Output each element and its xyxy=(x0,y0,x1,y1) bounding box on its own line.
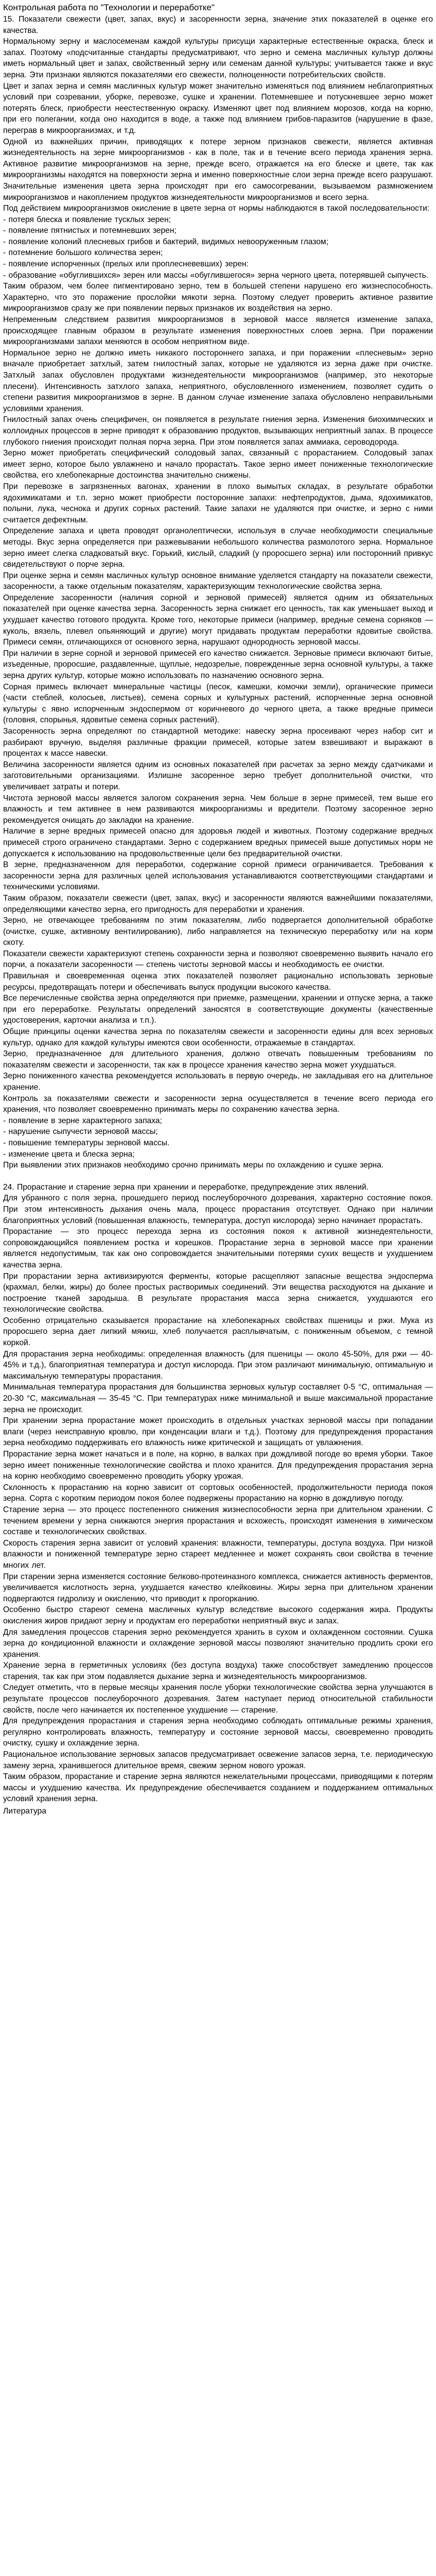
section-gap xyxy=(3,1171,433,1182)
list-item: - появление испорченных (прелых или проплесневевших) зерен: xyxy=(3,260,249,269)
paragraph: Сорная примесь включает минеральные частицы (песок, камешки, комочки земли), органические примеси (части стеблей, колосьев, листьев), семена сорных и культурных растений, испорченные зерна основной культуры с явно испорченным эндоспермом от коричневого до черного цвета, а также вредные примеси (головня, спорынья, ядовитые семена сорных растений). xyxy=(3,682,433,725)
paragraph: Следует отметить, что в первые месяцы хранения после уборки технологические свойства зерна улучшаются в результате процессов послеуборочного дозревания. Затем наступает период относительной стабильности свойств, после чего начинается их постепенное ухудшение — старение. xyxy=(3,1683,433,1715)
paragraph: Наличие в зерне вредных примесей опасно для здоровья людей и животных. Поэтому содержание вредных примесей строго ограничено стандартами. Зерно с содержанием вредных примесей выше допустимых норм не допускается к использованию на продовольственные цели без предварительной очистки. xyxy=(3,827,433,858)
paragraph: При хранении зерна прорастание может происходить в отдельных участках зерновой массы при попадании влаги (через неисправную кровлю, при конденсации влаги и т.д.). Поэтому для предупреждения прорастания зерна необходимо поддерживать его влажность ниже критической и защищать от увлажнения. xyxy=(3,1416,433,1448)
paragraph: Правильная и своевременная оценка этих показателей позволяет рационально использовать зерновые ресурсы, предотвращать потери и обеспечивать выпуск продукции высокого качества. xyxy=(3,972,433,992)
document-title: Контрольная работа по "Технологии и переработке" xyxy=(3,3,215,12)
list-item: Контроль за показателями свежести и засоренности зерна осуществляется в течение всего периода его хранения, что позволяет своевременно принимать меры по сохранению качества зерна. xyxy=(3,1094,433,1114)
paragraph: Зерно пониженного качества рекомендуется использовать в первую очередь, не закладывая его на длительное хранение. xyxy=(3,1072,433,1092)
paragraph: Таким образом, чем более пигментировано зерно, тем в большей степени нарушено его жизнеспособность. Характерно, что это поражение прослойки мякоти зерна. Поэтому следует проверить активное развитие микроорганизмов сразу же при появлении первых признаков их воздействия на зерно. xyxy=(3,282,433,313)
section-freshness xyxy=(3,14,433,1171)
paragraph: Минимальная температура прорастания для большинства зерновых культур составляет 0-5 °С, оптимальная — 20-30 °С, максимальная — 35-45 °С. При температурах ниже минимальной и выше максимальной прорастание зерна не происходит. xyxy=(3,1383,433,1414)
paragraph: Непременным следствием развития микроорганизмов в зерновой массе является изменение запаха, происходящее главным образом в результате изменения поверхностных слоев зерна. При поражении микроорганизмами запахи меняются в особом неприятном виде. xyxy=(3,315,433,347)
paragraph: Склонность к прорастанию на корню зависит от сортовых особенностей, продолжительности периода покоя зерна. Сорта с коротким периодом покоя более подвержены прорастанию на корню в дождливую погоду. xyxy=(3,1483,433,1503)
paragraph: Для прорастания зерна необходимы: определенная влажность (для пшеницы — около 45-50%, для ржи — 40-45% и т.д.), благоприятная температура и доступ кислорода. При этом различают минимальную, оптимальную и максимальную температуры прорастания. xyxy=(3,1349,433,1381)
paragraph: При оценке зерна и семян масличных культур основное внимание уделяется стандарту на показатели свежести, засоренности, а также отдельным показателям, характеризующим технологические свойства зерна. xyxy=(3,571,433,591)
paragraph: В зерне, предназначенном для переработки, содержание сорной примеси ограничивается. Требования к засоренности зерна для различных целей использования устанавливаются соответствующими стандартами и техническими условиями. xyxy=(3,860,433,892)
paragraph: 24. Прорастание и старение зерна при хранении и переработке, предупреждение этих явлений. xyxy=(3,1182,369,1192)
paragraph: При старении зерна изменяется состояние белково-протеиназного комплекса, снижается активность ферментов, увеличивается кислотность зерна, ухудшается качество клейковины. Жиры зерна при длительном хранении подвергаются гидролизу и окислению, что приводит к прогорканию. xyxy=(3,1572,433,1603)
list-item: - образование «обуглившихся» зерен или массы «обуглившегося» зерна черного цвета, потерявшей сыпучесть. xyxy=(3,270,429,280)
paragraph: Особенно быстро стареют семена масличных культур вследствие высокого содержания жира. Продукты окисления жиров придают зерну и продуктам его переработки неприятный вкус и запах. xyxy=(3,1605,433,1625)
paragraph: Для предупреждения прорастания и старения зерна необходимо соблюдать оптимальные режимы хранения, регулярно контролировать влажность, температуру и состояние зерновой массы, своевременно проводить очистку, сушку и охлаждение зерна. xyxy=(3,1717,433,1748)
paragraph: Зерно может приобретать специфический солодовый запах, связанный с прорастанием. Солодовый запах имеет зерно, которое было увлажнено и начало прорастать. Такое зерно имеет пониженные технологические свойства, его хлебопекарные достоинства значительно снижены. xyxy=(3,449,433,480)
paragraph: Общие принципы оценки качества зерна по показателям свежести и засоренности едины для всех зерновых культур, однако для каждой культуры имеются свои особенности, отражаемые в стандартах. xyxy=(3,1027,433,1047)
paragraph: Под действием микроорганизмов окисление в цвете зерна от нормы наблюдаются в такой последовательности: xyxy=(3,204,430,213)
paragraph: Рациональное использование зерновых запасов предусматривает освежение запасов зерна, т.е. периодическую замену зерна, хранившегося длительное время, свежим зерном нового урожая. xyxy=(3,1750,433,1770)
section-germination xyxy=(3,1182,433,1805)
paragraph: Нормальное зерно не должно иметь никакого постороннего запаха, и при поражении «плесневым» зерно вначале приобретает затхлый, затем гнилостный запах, которые не удаляются из зерна даже при очистке. Затхлый запах обусловлен продуктами жизнедеятельности микроорганизмов (например, это некоторые плесени). Интенсивность затхлого запаха, неприятного, обусловленного изменением, позволяет судить о степени развития микроорганизмов в зерне. В данном случае изменение запаха обусловлено неправильными условиями хранения. xyxy=(3,348,433,413)
list-item: - потеря блеска и появление тусклых зерен; xyxy=(3,215,171,224)
list-item: - повышение температуры зерновой массы. xyxy=(3,1138,170,1147)
paragraph: При перевозке в загрязненных вагонах, хранении в плохо вымытых складах, в результате обработки ядохимикатами и т.п. зерно может приобрести посторонние запахи: нефтепродуктов, дыма, ядохимикатов, полыни, лука, чеснока и других сорных растений. Такие запахи не удаляются при очистке, и зерно с ними считается дефектным. xyxy=(3,482,433,524)
paragraph: Засоренность зерна определяют по стандартной методике: навеску зерна просеивают через набор сит и разбирают вручную, выделяя различные фракции примесей, которые затем взвешивают и выражают в процентах к массе навески. xyxy=(3,727,433,758)
paragraph: - изменение цвета и блеска зерна; xyxy=(3,1149,135,1159)
paragraph: При прорастании зерна активизируются ферменты, которые расщепляют запасные вещества эндосперма (крахмал, белки, жиры) до более простых растворимых соединений. Эти вещества расходуются на дыхание и построение тканей зародыша. В результате прорастания масса зерна снижается, ухудшаются его технологические свойства. xyxy=(3,1272,433,1314)
paragraph: Определение засоренности (наличия сорной и зерновой примесей) является одним из обязательных показателей при оценке качества зерна. Засоренность зерна снижает его ценность, так как уменьшает выход и ухудшает качество готового продукта. Кроме того, некоторые примеси (например, вредные семена сорняков — куколь, вязель, плевел опьяняющий и другие) могут придавать продуктам переработки ядовитые свойства. Примеси семян, отличающихся от основного зерна, нарушают однородность зерновой массы. xyxy=(3,593,433,647)
paragraph: При наличии в зерне сорной и зерновой примесей его качество снижается. Зерновые примеси включают битые, изъеденные, проросшие, раздавленные, щуплые, недозрелые, поврежденные зерна основной культуры, а также зерна других культур, которые можно использовать по назначению основного зерна. xyxy=(3,649,433,681)
paragraph: 15. Показатели свежести (цвет, запах, вкус) и засоренности зерна, значение этих показателей в оценке его качества. xyxy=(3,15,433,35)
paragraph: Зерно, не отвечающее требованиям по этим показателям, либо подвергается дополнительной обработке (очистке, сушке, активному вентилированию), либо направляется на техническую переработку или на корм скоту. xyxy=(3,916,433,947)
paragraph: Особенно отрицательно сказывается прорастание на хлебопекарных свойствах пшеницы и ржи. Мука из проросшего зерна дает липкий мякиш, хлеб получается расплывчатым, с пониженным объемом, с темной коркой. xyxy=(3,1316,433,1348)
paragraph: Таким образом, прорастание и старение зерна являются нежелательными процессами, приводящими к потерям массы и ухудшению качества. Их предупреждение обеспечивается созданием и поддержанием оптимальных условий хранения зерна. xyxy=(3,1772,433,1804)
paragraph: Прорастание — это процесс перехода зерна из состояния покоя к активной жизнедеятельности, сопровождающийся появлением ростка и корешков. Прорастание зерна в зерновой массе при хранении является недопустимым, так как оно сопровождается значительными потерями сухих веществ и ухудшением качества зерна. xyxy=(3,1227,433,1269)
paragraph: Показатели свежести характеризуют степень сохранности зерна и позволяют своевременно выявить начало его порчи, а показатели засоренности — степень чистоты зерновой массы и необходимость ее очистки. xyxy=(3,949,433,970)
paragraph: Прорастание зерна может начаться и в поле, на корню, в валках при дождливой погоде во время уборки. Такое зерно имеет пониженные технологические свойства и плохо хранится. Для предупреждения прорастания зерна на корню необходимо своевременно проводить уборку урожая. xyxy=(3,1450,433,1481)
paragraph: Для замедления процессов старения зерно рекомендуется хранить в сухом и охлажденном состоянии. Сушка зерна до кондиционной влажности и охлаждение зерновой массы позволяют значительно продлить сроки его хранения. xyxy=(3,1628,433,1659)
list-item: - появление в зерне характерного запаха; xyxy=(3,1116,162,1125)
paragraph: Хранение зерна в герметичных условиях (без доступа воздуха) также способствует замедлению процессов старения, так как при этом подавляется дыхание зерна и жизнедеятельность микроорганизмов. xyxy=(3,1661,433,1681)
references-heading: Литература xyxy=(3,1807,46,1816)
paragraph: Нормальному зерну и маслосеменам каждой культуры присущи характерные естественные окраска, блеск и запах. Поэтому «подсчитанные стандарты предусматривают, что зерно и семена масличных культур должны иметь нормальный цвет и запах, свойственный зерну или семенам данной культуры; учитывается также и вкус зерна. Эти признаки являются показателями его свежести, полноценности потребительских свойств. xyxy=(3,37,433,79)
paragraph: Старение зерна — это процесс постепенного снижения жизнеспособности зерна при длительном хранении. С течением времени у зерна снижаются энергия прорастания и всхожесть, происходят изменения в химическом составе и технологических свойствах. xyxy=(3,1505,433,1537)
paragraph: При выявлении этих признаков необходимо срочно принимать меры по охлаждению и сушке зерна. xyxy=(3,1161,384,1170)
paragraph: Для убранного с поля зерна, прошедшего период послеуборочного дозревания, характерно состояние покоя. При этом интенсивность дыхания очень мала, процесс прорастания отсутствует. Однако при наличии благоприятных условий (повышенная влажность, температура, доступ кислорода) зерно начинает прорастать. xyxy=(3,1194,433,1225)
paragraph: Гнилостный запах очень специфичен, он появляется в результате гниения зерна. Изменения биохимических и коллоидных процессов в зерне приводят к образованию продуктов, вызывающих неприятный запах. В процессе глубокого гниения происходит полная порча зерна. При этом появляется запах аммиака, сероводорода. xyxy=(3,415,433,447)
paragraph: Чистота зерновой массы является залогом сохранения зерна. Чем больше в зерне примесей, тем выше его влажность и тем активнее в нем развиваются микроорганизмы и вредители. Поэтому засоренное зерно рекомендуется очищать до закладки на хранение. xyxy=(3,793,433,825)
paragraph: Таким образом, показатели свежести (цвет, запах, вкус) и засоренности являются важнейшими показателями, определяющими качество зерна, его пригодность для переработки и хранения. xyxy=(3,893,433,914)
paragraph: Одной из важнейших причин, приводящих к потере зерном признаков свежести, является активная жизнедеятельность на зерне микроорганизмов - как в поле, так и в течение всего периода хранения зерна. Активное развитие микроорганизмов на зерне, прежде всего, отражается на его блеске и цвете, так как микроорганизмы находятся на поверхности зерна и именно поверхностные слои зерна прежде всего разрушают. Значительные изменения цвета зерна происходят при его самосогревании, вызываемом размножением микроорганизмов и накоплением продуктов жизнедеятельности микроорганизмов и всего зерна. xyxy=(3,137,433,202)
paragraph: Величина засоренности является одним из основных показателей при расчетах за зерно между сдатчиками и заготовительными организациями. Излишне засоренное зерно требует дополнительной очистки, что увеличивает затраты и потери. xyxy=(3,760,433,791)
paragraph: Все перечисленные свойства зерна определяются при приемке, размещении, хранении и отпуске зерна, а также при его переработке. Результаты определений заносятся в соответствующие документы (качественные удостоверения, карточки анализа и т.п.). xyxy=(3,994,433,1025)
list-item: - потемнение большого количества зерен; xyxy=(3,248,163,258)
list-item: - появление пятнистых и потемневших зерен; xyxy=(3,226,177,235)
paragraph: Зерно, предназначенное для длительного хранения, должно отвечать повышенным требованиям по показателям свежести и засоренности, так как в процессе хранения качество зерна может ухудшаться. xyxy=(3,1049,433,1070)
list-item: - нарушение сыпучести зерновой массы; xyxy=(3,1127,158,1137)
paragraph: Цвет и запах зерна и семян масличных культур может значительно изменяться под влиянием неблагоприятных условий при созревании, уборке, перевозке, сушке и хранении. Потемневшее и потускневшее зерно может потерять блеск, приобрести неестественную окраску. Изменяют цвет под влиянием морозов, когда на корню, при его полегании, когда оно находится в воде, а также под влиянием грибов-паразитов (нарушение в фазе, переграв в микроорганизмах, и т.д. xyxy=(3,81,433,135)
list-item: - появление колоний плесневых грибов и бактерий, видимых невооруженным глазом; xyxy=(3,237,328,246)
paragraph: Определение запаха и цвета проводят органолептически, используя в случае необходимости специальные методы. Вкус зерна определяется при разжевывании небольшого количества размолотого зерна. Нормальное зерно имеет слегка сладковатый вкус. Горький, кислый, сладкий (у проросшего зерна) или посторонний привкус свидетельствуют о порче зерна. xyxy=(3,527,433,569)
paragraph: Скорость старения зерна зависит от условий хранения: влажности, температуры, доступа воздуха. При низкой влажности и пониженной температуре зерно стареет медленнее и может сохранять свои свойства в течение многих лет. xyxy=(3,1538,433,1570)
